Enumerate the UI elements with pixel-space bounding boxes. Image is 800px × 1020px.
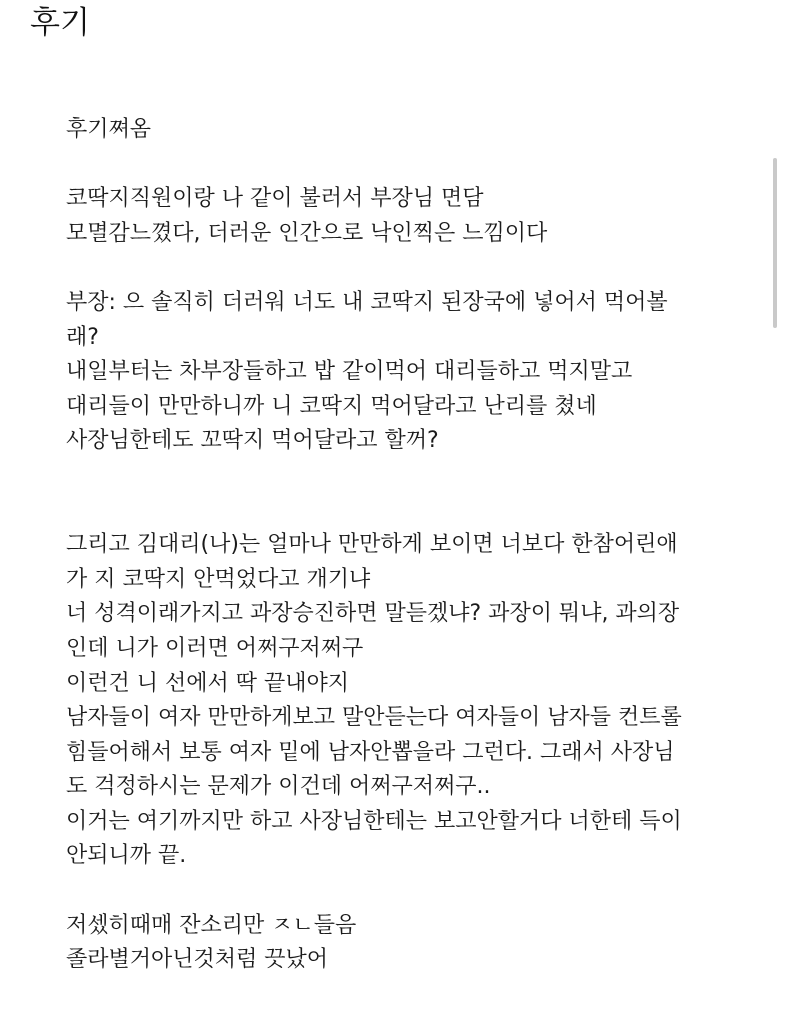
post-line: 이거는 여기까지만 하고 사장님한테는 보고안할거다 너한테 득이	[66, 808, 682, 834]
post-line: 그리고 김대리(나)는 얼마나 만만하게 보이면 너보다 한참어린애	[66, 532, 678, 558]
scrollbar-thumb[interactable]	[773, 158, 777, 328]
post-line: 사장님한테도 꼬딱지 먹어달라고 할꺼?	[66, 428, 439, 454]
post-line: 이런건 니 선에서 딱 끝내야지	[66, 670, 349, 696]
post-line: 안되니까 끝.	[66, 843, 187, 869]
post-line: 대리들이 만만하니까 니 코딱지 먹어달라고 난리를 쳤네	[66, 393, 597, 419]
post-line: 코딱지직원이랑 나 같이 불러서 부장님 면담	[66, 186, 484, 212]
page-title: 후기	[30, 5, 90, 41]
post-body	[66, 113, 766, 978]
post-line: 졸라별거아닌것처럼 끗났어	[66, 947, 329, 973]
post-line: 너 성격이래가지고 과장승진하면 말듣겠냐? 과장이 뭐냐, 과의장	[66, 601, 680, 627]
blank-line	[66, 874, 766, 909]
post-line: 힘들어해서 보통 여자 밑에 남자안뽑을라 그런다. 그래서 사장님	[66, 739, 675, 765]
blank-line	[66, 148, 766, 183]
post-line: 부장: 으 솔직히 더러워 너도 내 코딱지 된장국에 넣어서 먹어볼	[66, 289, 668, 315]
blank-line	[66, 494, 766, 529]
post-line: 모멸감느꼈다, 더러운 인간으로 낙인찍은 느낌이다	[66, 220, 548, 246]
blank-line	[66, 251, 766, 286]
post-line: 래?	[66, 324, 99, 350]
post-line: 인데 니가 이러면 어쩌구저쩌구	[66, 635, 364, 661]
post-line: 내일부터는 차부장들하고 밥 같이먹어 대리들하고 먹지말고	[66, 359, 633, 385]
post-line: 후기쪄옴	[66, 117, 152, 142]
post-line: 가 지 코딱지 안먹었다고 개기냐	[66, 566, 371, 592]
blank-line	[66, 459, 766, 494]
post-line: 도 걱정하시는 문제가 이건데 어쩌구저쩌구..	[66, 774, 491, 800]
post-line: 저셌히때매 잔소리만 ㅈㄴ들음	[66, 912, 357, 938]
post-line: 남자들이 여자 만만하게보고 말안듣는다 여자들이 남자들 컨트롤	[66, 705, 682, 731]
